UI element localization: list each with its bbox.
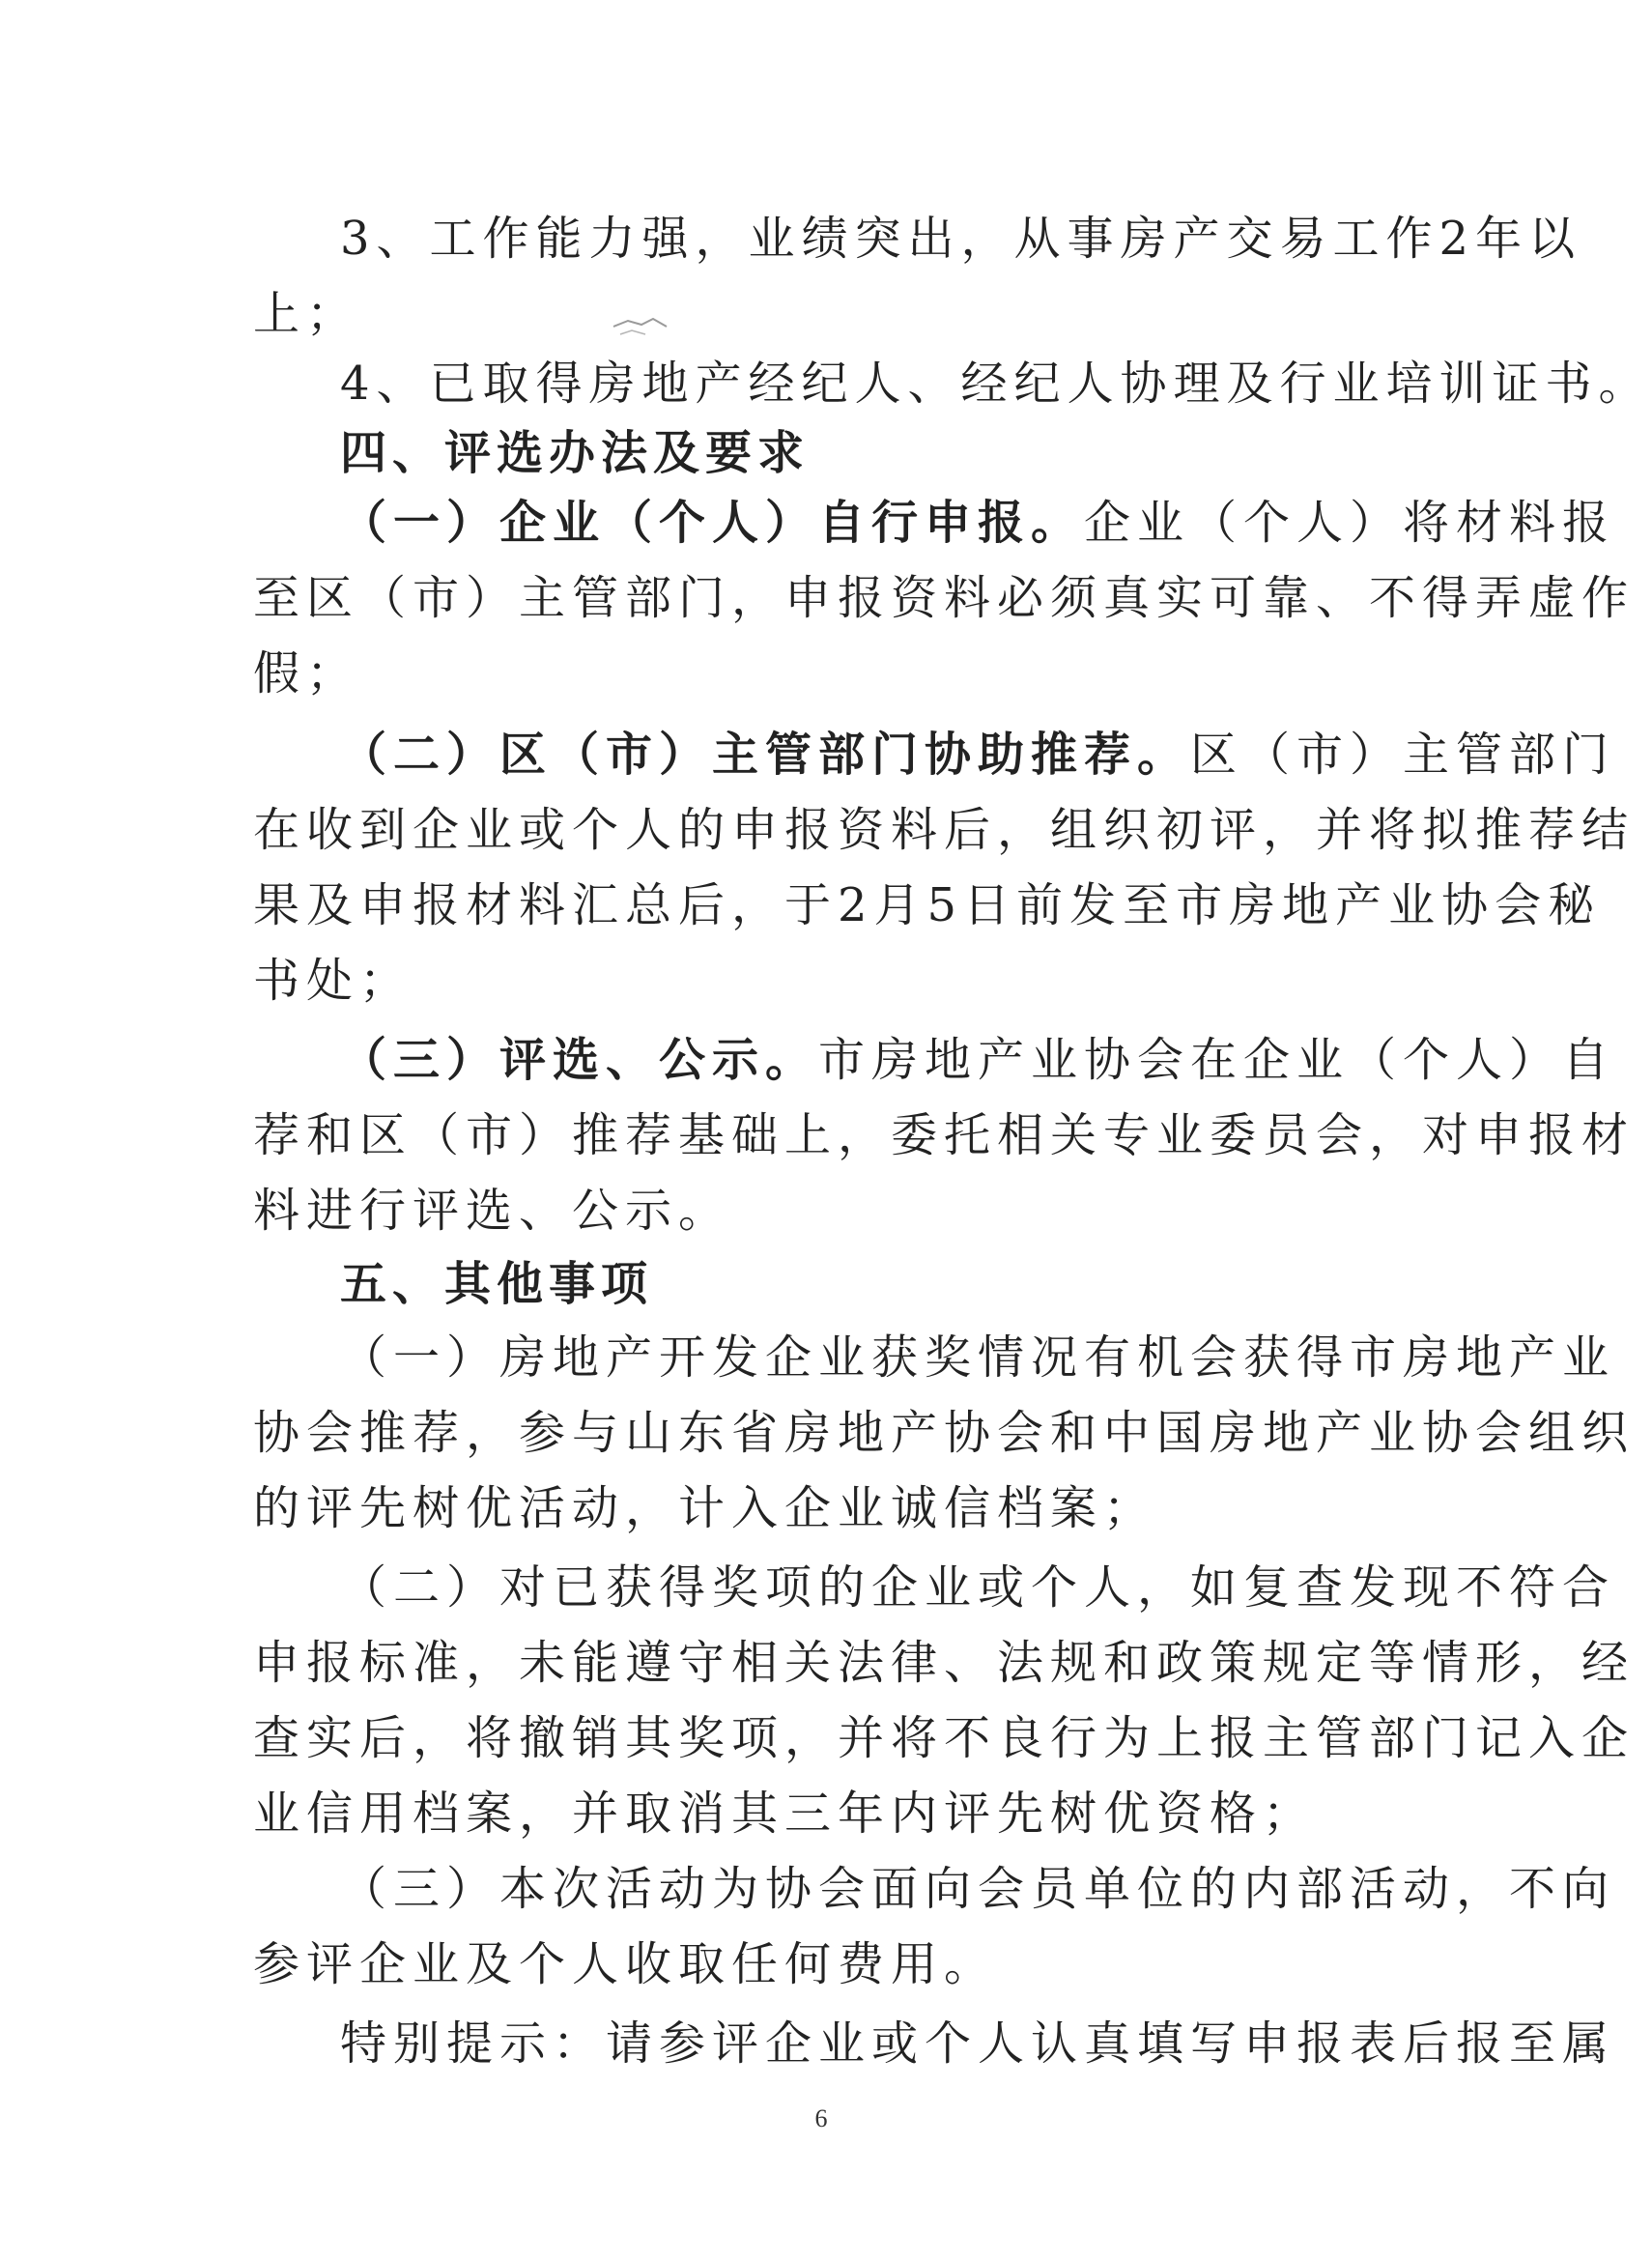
subitem-4-2-text: 区（市）主管部门 <box>1190 728 1616 782</box>
subitem-5-2-line-4: 业信用档案，并取消其三年内评先树优资格； <box>253 1787 1317 1841</box>
item-4-line: 4、已取得房地产经纪人、经纪人协理及行业培训证书。 <box>340 357 1652 411</box>
special-note-line: 特别提示：请参评企业或个人认真填写申报表后报至属 <box>340 2016 1616 2071</box>
subitem-4-3-line-1 <box>340 1028 1616 1092</box>
subitem-4-2-line-3: 果及申报材料汇总后，于2月5日前发至市房地产业协会秘 <box>253 878 1602 932</box>
subitem-4-1-line-2: 至区（市）主管部门，申报资料必须真实可靠、不得弄虚作 <box>253 571 1636 625</box>
subitem-4-3-line-2: 荐和区（市）推荐基础上，委托相关专业委员会，对申报材 <box>253 1108 1636 1162</box>
subitem-4-2-line-2: 在收到企业或个人的申报资料后，组织初评，并将拟推荐结 <box>253 803 1636 857</box>
subitem-4-3-line-3: 料进行评选、公示。 <box>253 1184 732 1238</box>
subitem-4-2-title: （二）区（市）主管部门协助推荐。 <box>340 728 1191 782</box>
subitem-4-2-line-1 <box>340 723 1616 786</box>
subitem-5-1-line-1: （一）房地产开发企业获奖情况有机会获得市房地产业 <box>340 1330 1616 1385</box>
subitem-5-3-line-2: 参评企业及个人收取任何费用。 <box>253 1937 998 1991</box>
subitem-5-1-line-2: 协会推荐，参与山东省房地产协会和中国房地产业协会组织 <box>253 1406 1636 1460</box>
item-3-line-2: 上； <box>253 287 360 341</box>
subitem-5-3-line-1: （三）本次活动为协会面向会员单位的内部活动，不向 <box>340 1862 1616 1916</box>
subitem-5-2-line-3: 查实后，将撤销其奖项，并将不良行为上报主管部门记入企 <box>253 1711 1636 1765</box>
subitem-4-1-line-1 <box>340 491 1616 555</box>
section-heading-5: 五、其他事项 <box>340 1257 654 1311</box>
subitem-4-1-title: （一）企业（个人）自行申报。 <box>340 496 1085 550</box>
subitem-4-3-title: （三）评选、公示。 <box>340 1033 819 1087</box>
page-number: 6 <box>814 2104 828 2132</box>
subitem-5-1-line-3: 的评先树优活动，计入企业诚信档案； <box>253 1481 1157 1535</box>
subitem-5-2-line-2: 申报标准，未能遵守相关法律、法规和政策规定等情形，经 <box>253 1636 1636 1690</box>
subitem-4-1-line-3: 假； <box>253 646 360 701</box>
subitem-4-2-line-4: 书处； <box>253 954 413 1008</box>
section-heading-4: 四、评选办法及要求 <box>340 426 811 480</box>
subitem-5-2-line-1: （二）对已获得奖项的企业或个人，如复查发现不符合 <box>340 1560 1616 1615</box>
item-3-line-1: 3、工作能力强，业绩突出，从事房产交易工作2年以 <box>340 212 1582 266</box>
subitem-4-3-text: 市房地产业协会在企业（个人）自 <box>818 1033 1616 1087</box>
subitem-4-1-text: 企业（个人）将材料报 <box>1084 496 1616 550</box>
